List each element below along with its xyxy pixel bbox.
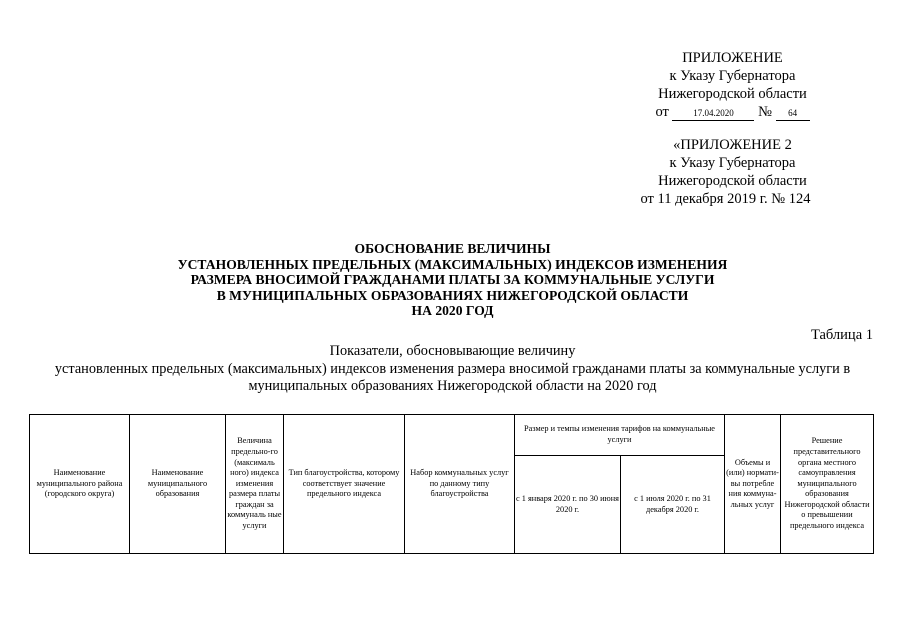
decree-number: 64	[776, 107, 810, 121]
header-improvement-type: Тип благоустройства, которому соответствует значение предельного индекса	[284, 415, 405, 554]
appendix-decree: к Указу Губернатора	[669, 68, 796, 84]
appendix-date-row	[640, 103, 825, 121]
header-decision: Решение представительного органа местного самоуправления муниципального образования Нижегородской области о превышении предельного индекса	[781, 415, 874, 554]
document-heading	[0, 241, 905, 319]
caption-line-2: установленных предельных (максимальных) индексов изменения размера вносимой гражданами платы за коммунальные услуги в	[54, 360, 851, 377]
appendix2-block	[640, 136, 825, 208]
appendix-region: Нижегородской области	[658, 86, 807, 102]
decree-date: 17.04.2020	[672, 107, 754, 121]
header-index-value: Величина предельно-го (максималь ного) индекса изменения размера платы граждан за коммуналь ные услуги	[226, 415, 284, 554]
header-municipality: Наименование муниципального образования	[130, 415, 226, 554]
from-label: от	[655, 104, 669, 120]
heading-line-1: ОБОСНОВАНИЕ ВЕЛИЧИНЫ	[354, 241, 551, 256]
table-caption	[0, 343, 905, 396]
table-label: Таблица 1	[810, 327, 873, 343]
caption-line-3: муниципальных образованиях Нижегородской области на 2020 год	[248, 378, 657, 394]
number-sign: №	[758, 104, 772, 120]
heading-line-3: РАЗМЕРА ВНОСИМОЙ ГРАЖДАНАМИ ПЛАТЫ ЗА КОММУНАЛЬНЫЕ УСЛУГИ	[190, 272, 715, 288]
header-volumes: Объемы и (или) нормати-вы потребле ния коммуна-льных услуг	[725, 415, 781, 554]
heading-line-4: В МУНИЦИПАЛЬНЫХ ОБРАЗОВАНИЯХ НИЖЕГОРОДСКОЙ ОБЛАСТИ	[216, 287, 689, 303]
appendix2-decree: к Указу Губернатора	[669, 155, 796, 171]
indices-table	[29, 414, 874, 554]
heading-line-2: УСТАНОВЛЕННЫХ ПРЕДЕЛЬНЫХ (МАКСИМАЛЬНЫХ) ИНДЕКСОВ ИЗМЕНЕНИЯ	[177, 256, 728, 272]
appendix2-title: «ПРИЛОЖЕНИЕ 2	[673, 137, 792, 153]
header-services-set: Набор коммунальных услуг по данному типу благоустройства	[405, 415, 515, 554]
appendix-block	[640, 49, 825, 121]
header-period-1: с 1 января 2020 г. по 30 июня 2020 г.	[515, 456, 621, 554]
header-district: Наименование муниципального района (городского округа)	[30, 415, 130, 554]
caption-line-1: Показатели, обосновывающие величину	[329, 343, 576, 359]
header-period-2: с 1 июля 2020 г. по 31 декабря 2020 г.	[621, 456, 725, 554]
appendix-title: ПРИЛОЖЕНИЕ	[682, 50, 783, 66]
header-tariff-group: Размер и темпы изменения тарифов на коммунальные услуги	[515, 415, 725, 456]
appendix2-date: от 11 декабря 2019 г. № 124	[640, 191, 811, 207]
heading-line-5: НА 2020 ГОД	[411, 303, 494, 319]
appendix2-region: Нижегородской области	[658, 173, 807, 189]
